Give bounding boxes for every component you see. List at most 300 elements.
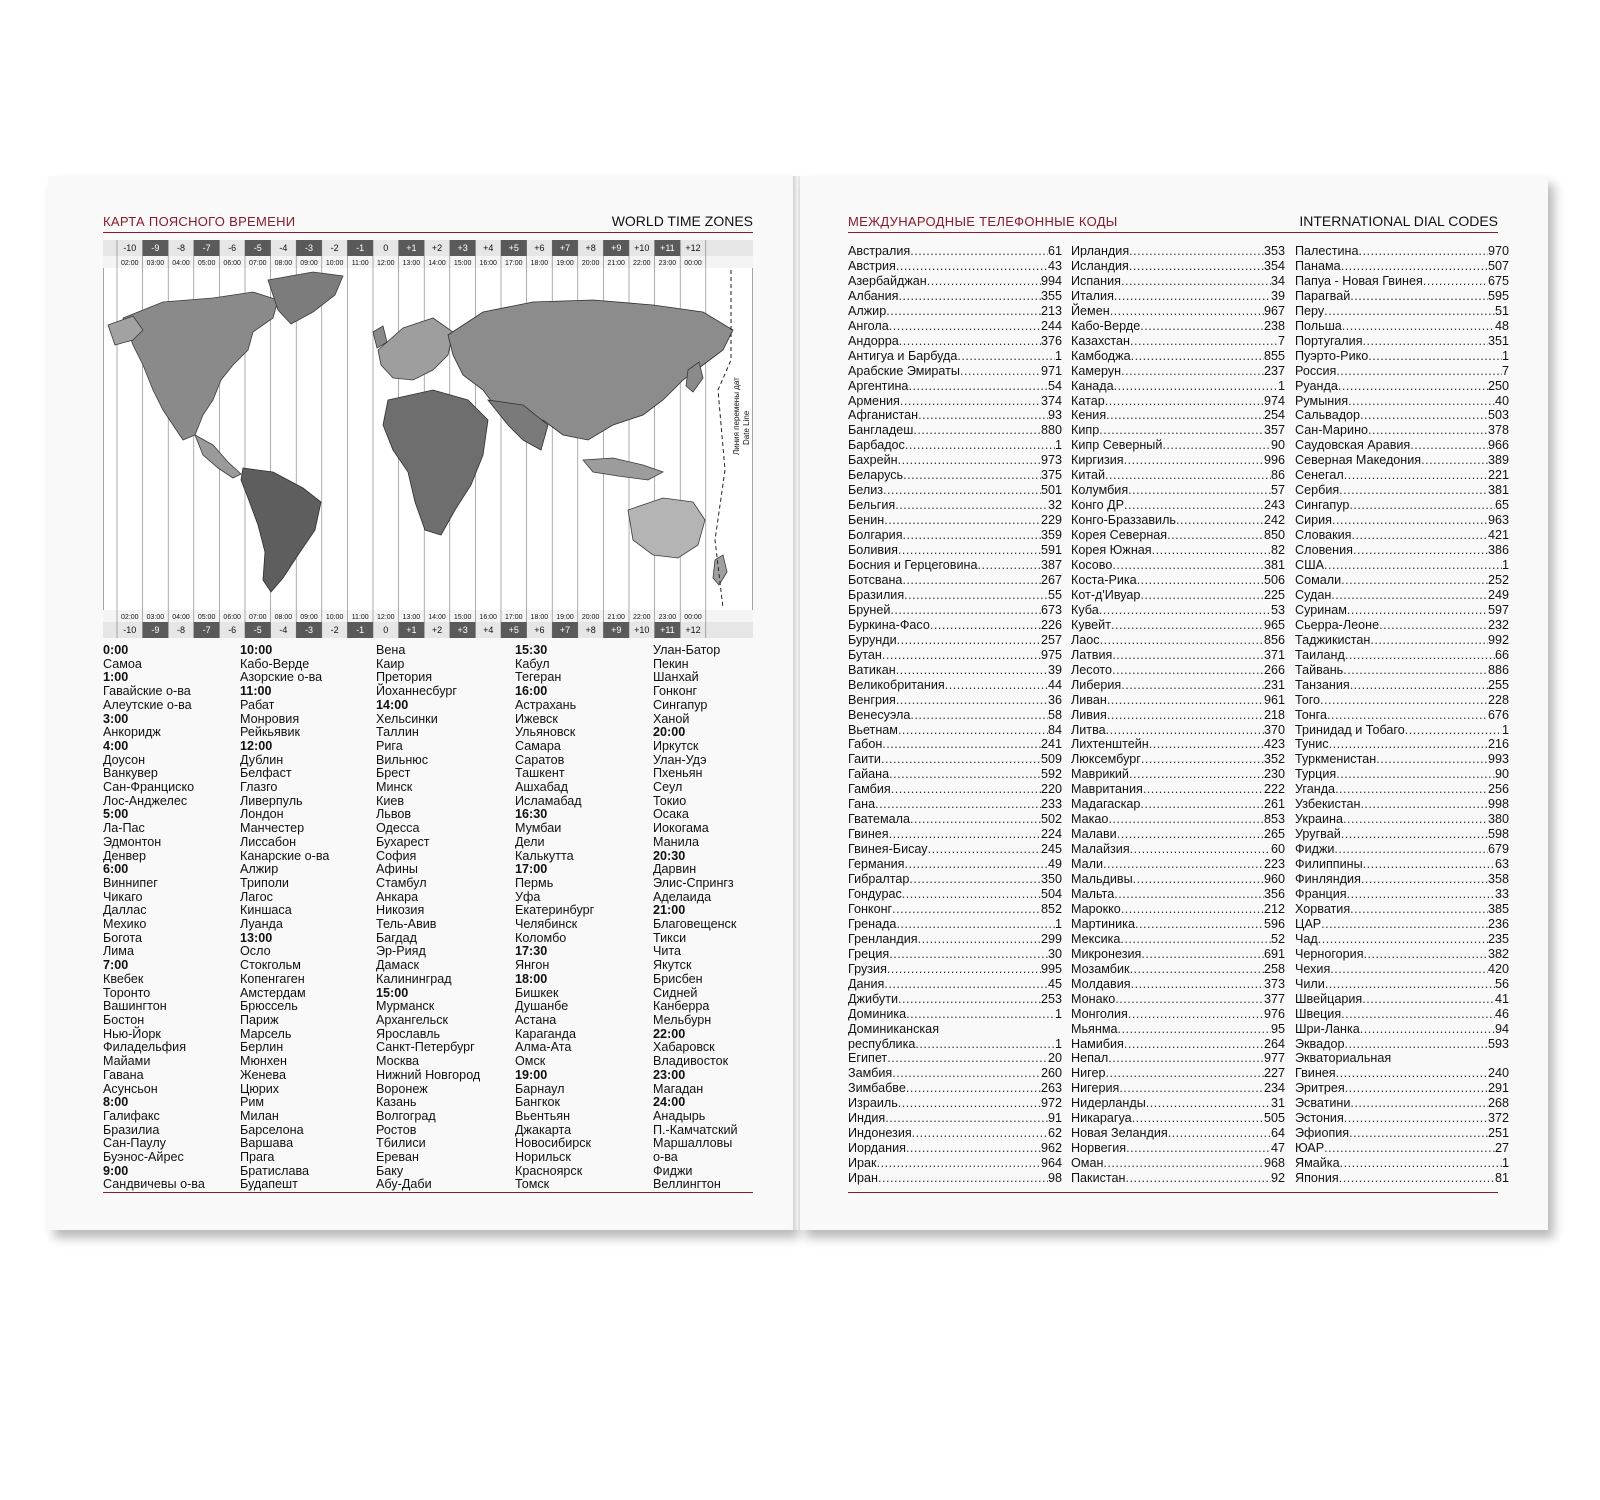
dial-code: 235 (1487, 931, 1509, 946)
dot-leader (903, 468, 1041, 483)
dial-code: 241 (1040, 737, 1062, 752)
zone-offset-label: +6 (534, 243, 545, 253)
zone-offset-label: -10 (123, 625, 137, 635)
dial-code: 967 (1263, 303, 1285, 318)
dial-code: 221 (1487, 468, 1509, 483)
country-name: Косово (1071, 558, 1113, 573)
zone-offset-label: +2 (431, 243, 443, 253)
dot-leader (1140, 319, 1264, 334)
zone-offset-label: 0 (383, 243, 389, 253)
country-name: Бутан (848, 647, 882, 662)
country-name: Парагвай (1295, 288, 1351, 303)
city-name: Ла-Пас (103, 821, 145, 836)
city-name: Бостон (103, 1012, 145, 1027)
dot-leader (882, 737, 1041, 752)
time-heading: 21:00 (653, 903, 686, 918)
country-name: Ирландия (1071, 244, 1130, 258)
city-name: Копенгаген (240, 971, 305, 986)
city-name: Самоа (103, 656, 142, 671)
country-name: Бельгия (848, 498, 896, 513)
dial-code-row (1295, 334, 1509, 349)
dial-code: 249 (1487, 587, 1509, 602)
dot-leader (918, 932, 1041, 947)
dial-code-row (1295, 887, 1509, 902)
dot-leader (1099, 423, 1264, 438)
dial-code: 60 (1270, 842, 1285, 857)
dot-leader (1363, 857, 1495, 872)
dial-code-row (848, 827, 1062, 842)
header-title-ru: МЕЖДУНАРОДНЫЕ ТЕЛЕФОННЫЕ КОДЫ (848, 214, 1118, 229)
dial-code-row (848, 1066, 1062, 1081)
dial-code-row (1295, 543, 1509, 558)
zone-time-label: 18:00 (530, 614, 549, 621)
dial-code: 595 (1487, 288, 1509, 303)
zone-offset-label: +12 (685, 625, 701, 635)
dial-code: 501 (1040, 483, 1062, 498)
zone-offset-label: -8 (176, 243, 186, 253)
dial-code: 41 (1494, 991, 1509, 1006)
left-page-bottom-rule (103, 1192, 753, 1193)
dial-code: 93 (1047, 408, 1062, 423)
dot-leader (1121, 902, 1264, 917)
dateline-label-ru: Линия перемены дат (732, 377, 741, 455)
dial-code: 243 (1263, 498, 1285, 513)
dial-code-row (848, 558, 1062, 573)
country-name: Никарагуа (1071, 1111, 1132, 1126)
country-name: Китай (1071, 468, 1106, 483)
dot-leader (1106, 408, 1264, 423)
zone-time-label: 22:00 (633, 260, 651, 267)
country-name: Непал (1071, 1051, 1109, 1066)
dial-code: 679 (1487, 842, 1509, 857)
country-name: Австрия (848, 258, 896, 273)
city-name: Стамбул (376, 875, 427, 890)
country-name: Танзания (1295, 677, 1350, 692)
country-name: Барбадос (848, 438, 905, 453)
dial-code-row (848, 379, 1062, 394)
city-name: Квебек (103, 971, 144, 986)
dial-code-row (1071, 274, 1285, 289)
country-name: Микронезия (1071, 946, 1142, 961)
dot-leader (1345, 1081, 1488, 1096)
dial-code: 213 (1040, 303, 1062, 318)
zone-time-label: 17:00 (505, 614, 523, 621)
country-name: Марокко (1071, 901, 1121, 916)
country-name: Перу (1295, 303, 1325, 318)
dial-code: 506 (1263, 572, 1285, 587)
dial-code-row (1295, 782, 1509, 797)
dot-leader (910, 708, 1048, 723)
zone-time-label: 23:00 (658, 614, 677, 621)
dot-leader (1360, 408, 1488, 423)
country-name: Дания (848, 976, 885, 991)
dial-code: 675 (1487, 273, 1509, 288)
dot-leader (918, 408, 1048, 423)
dot-leader (900, 394, 1041, 409)
zone-time-label: 16:00 (479, 260, 497, 267)
country-name: Уганда (1295, 782, 1336, 797)
dial-code-row (848, 483, 1062, 498)
city-name: Филадельфия (103, 1040, 187, 1055)
dot-leader (928, 842, 1041, 857)
dial-code-row (1295, 633, 1509, 648)
dial-code: 975 (1040, 647, 1062, 662)
dot-leader (1130, 334, 1278, 349)
dot-leader (1152, 543, 1271, 558)
country-name: Замбия (848, 1066, 893, 1081)
dial-code-row (1295, 379, 1509, 394)
time-heading: 13:00 (240, 930, 273, 945)
time-heading: 6:00 (103, 862, 129, 877)
dot-leader (898, 453, 1041, 468)
dot-leader (1105, 1066, 1264, 1081)
dial-code: 212 (1263, 901, 1285, 916)
city-name: Ростов (376, 1122, 417, 1137)
dial-code: 1 (1054, 1036, 1062, 1051)
dial-code-row (1071, 708, 1285, 723)
dial-code-row (848, 782, 1062, 797)
dot-leader (927, 274, 1041, 289)
dot-leader (898, 723, 1048, 738)
city-name: София (376, 848, 417, 863)
country-name: Нигерия (1071, 1081, 1120, 1096)
country-name: Венгрия (848, 692, 896, 707)
country-name: Сан-Марино (1295, 423, 1369, 438)
dial-code: 509 (1040, 752, 1062, 767)
city-name: Караганда (515, 1026, 576, 1041)
dial-code: 223 (1263, 857, 1285, 872)
dot-leader (884, 513, 1041, 528)
dial-code-row (1071, 827, 1285, 842)
country-name: Корея Южная (1071, 543, 1152, 558)
dial-code-row (848, 304, 1062, 319)
dot-leader (899, 334, 1041, 349)
city-name: Вьентьян (515, 1108, 571, 1123)
dial-code: 49 (1047, 857, 1062, 872)
dot-leader (1111, 618, 1264, 633)
dial-code: 387 (1040, 558, 1062, 573)
country-name: Бурунди (848, 632, 897, 647)
country-name: Оман (1071, 1156, 1104, 1171)
country-name: Болгария (848, 528, 903, 543)
dial-code-column-3 (1295, 244, 1509, 1186)
country-name: Австралия (848, 244, 911, 258)
country-name: Сомали (1295, 572, 1342, 587)
dial-code: 852 (1040, 901, 1062, 916)
dot-leader (1132, 1111, 1264, 1126)
dial-code: 377 (1263, 991, 1285, 1006)
dot-leader (1124, 453, 1264, 468)
time-heading: 7:00 (103, 958, 129, 973)
country-name: Молдавия (1071, 976, 1131, 991)
city-name: Буэнос-Айрес (103, 1150, 184, 1165)
country-name: Гренландия (848, 931, 918, 946)
city-name: Канарские о-ва (240, 848, 330, 863)
country-name: Конго ДР (1071, 498, 1125, 513)
dot-leader (892, 902, 1041, 917)
dot-leader (1137, 573, 1264, 588)
dial-code: 46 (1494, 1006, 1509, 1021)
city-name: Тель-Авив (376, 917, 437, 932)
country-name: Албания (848, 288, 899, 303)
country-name: Гвинея (848, 827, 889, 842)
dial-code: 1 (1054, 916, 1062, 931)
dial-code-row (1295, 723, 1509, 738)
city-name: Джакарта (515, 1122, 572, 1137)
zone-offset-label: +3 (457, 625, 468, 635)
dial-code: 257 (1040, 632, 1062, 647)
zone-time-label: 03:00 (146, 260, 165, 267)
zone-time-label: 06:00 (223, 614, 241, 621)
dot-leader (877, 1156, 1041, 1171)
dial-code-row (1071, 1007, 1285, 1022)
dial-code: 268 (1487, 1096, 1509, 1111)
dial-code-row (1295, 438, 1509, 453)
city-name: Пермь (515, 875, 554, 890)
country-name: Эстония (1295, 1111, 1344, 1126)
city-name: Бишкек (515, 985, 559, 1000)
right-page (800, 176, 1548, 1230)
country-name: Египет (848, 1051, 888, 1066)
dot-leader (1342, 319, 1495, 334)
dot-leader (1146, 1096, 1271, 1111)
dial-code: 65 (1494, 498, 1509, 513)
country-name: Малайзия (1071, 842, 1130, 857)
dial-code: 260 (1040, 1066, 1062, 1081)
city-name: Афины (376, 862, 418, 877)
dot-leader (1360, 797, 1488, 812)
city-name: Коломбо (515, 930, 567, 945)
zone-time-label: 02:00 (121, 260, 139, 267)
country-name: Гвинея-Бисау (848, 842, 928, 857)
dial-code-row (1295, 349, 1509, 364)
city-name: Женева (240, 1067, 286, 1082)
dot-leader (1344, 1111, 1488, 1126)
zone-offset-label: -1 (356, 625, 365, 635)
time-heading: 14:00 (376, 697, 409, 712)
country-name: Турция (1295, 767, 1337, 782)
dial-code-row (1071, 887, 1285, 902)
city-name: Новосибирск (515, 1136, 592, 1151)
dot-leader (1112, 648, 1264, 663)
dial-code-row (1071, 558, 1285, 573)
country-name: Руанда (1295, 378, 1338, 393)
dial-code-row (1071, 782, 1285, 797)
dial-code-row (1071, 573, 1285, 588)
country-name: Гана (848, 797, 876, 812)
city-name: Фиджи (653, 1163, 693, 1178)
dial-code-row (1295, 1171, 1509, 1186)
dial-code: 94 (1494, 1021, 1509, 1036)
country-name: Мартиника (1071, 916, 1135, 931)
dot-leader (1330, 962, 1488, 977)
dial-code: 357 (1263, 423, 1285, 438)
zone-offset-label: +9 (611, 625, 622, 635)
city-name: Сан-Паулу (103, 1136, 166, 1151)
time-heading: 16:00 (515, 684, 548, 699)
dial-code: 1 (1501, 722, 1509, 737)
dial-code: 58 (1047, 707, 1062, 722)
city-name: Ташкент (515, 766, 565, 781)
country-name: Алжир (848, 303, 887, 318)
zone-time-label: 22:00 (633, 614, 651, 621)
city-name: Луанда (240, 917, 283, 932)
country-name: Шри-Ланка (1295, 1021, 1360, 1036)
country-name: Ямайка (1295, 1156, 1340, 1171)
dial-code-row (1295, 1156, 1509, 1171)
dial-code-row (1295, 274, 1509, 289)
dot-leader (1112, 558, 1264, 573)
dial-code-row (1071, 977, 1285, 992)
dial-code: 371 (1263, 647, 1285, 662)
dial-code-row (848, 723, 1062, 738)
dial-code-row (848, 902, 1062, 917)
city-name: Омск (515, 1054, 546, 1069)
dot-leader (1349, 1126, 1488, 1141)
dot-leader (1350, 678, 1488, 693)
city-name: Анкоридж (103, 725, 161, 740)
country-name: Россия (1295, 363, 1337, 378)
dial-code-row (848, 842, 1062, 857)
dial-code: 231 (1263, 677, 1285, 692)
country-name: Арабские Эмираты (848, 363, 960, 378)
dial-code-row (1071, 857, 1285, 872)
dot-leader (1376, 752, 1488, 767)
dial-code: 95 (1270, 1021, 1285, 1036)
city-name: Уфа (515, 889, 541, 904)
dial-code-row (848, 289, 1062, 304)
dot-leader (1100, 633, 1264, 648)
dial-code: 850 (1263, 528, 1285, 543)
dot-leader (897, 633, 1041, 648)
dot-leader (1140, 797, 1264, 812)
zone-offset-label: +2 (431, 625, 443, 635)
city-name: Маршалловы (653, 1136, 733, 1151)
dial-code: 597 (1487, 602, 1509, 617)
country-name: Палестина (1295, 244, 1359, 258)
country-name: Бенин (848, 513, 885, 528)
time-heading: 20:30 (653, 848, 686, 863)
city-name: Владивосток (653, 1054, 729, 1069)
country-name: Катар (1071, 393, 1105, 408)
header-title-ru: КАРТА ПОЯСНОГО ВРЕМЕНИ (103, 214, 296, 229)
zone-time-label: 13:00 (402, 614, 421, 621)
dial-code-row (1295, 364, 1509, 379)
dial-code: 33 (1494, 886, 1509, 901)
country-name: Ангола (848, 318, 889, 333)
dial-code: 254 (1263, 408, 1285, 423)
dial-code-row (1295, 842, 1509, 857)
time-heading: 1:00 (103, 670, 129, 685)
dot-leader (1363, 334, 1488, 349)
dot-leader (899, 289, 1041, 304)
dot-leader (1350, 289, 1488, 304)
dot-leader (905, 438, 1055, 453)
country-name: Лесото (1071, 662, 1113, 677)
city-name: Казань (376, 1095, 417, 1110)
dot-leader (1141, 947, 1264, 962)
dial-code: 359 (1040, 528, 1062, 543)
dial-code-row (1071, 737, 1285, 752)
country-name: Казахстан (1071, 333, 1131, 348)
country-name: Панама (1295, 258, 1341, 273)
country-name: Эритрея (1295, 1081, 1345, 1096)
city-name: Монровия (240, 711, 300, 726)
dot-leader (1118, 1022, 1271, 1037)
dial-code-row (848, 528, 1062, 543)
dot-leader (886, 304, 1041, 319)
city-name: Берлин (240, 1040, 284, 1055)
dial-code-row (1071, 932, 1285, 947)
city-name: Одесса (376, 821, 420, 836)
city-name: Львов (376, 807, 412, 822)
dial-code: 255 (1487, 677, 1509, 692)
city-name: Чикаго (103, 889, 143, 904)
time-heading: 4:00 (103, 738, 129, 753)
dial-code-row (1071, 244, 1285, 259)
country-name: Гренада (848, 916, 897, 931)
dial-code: 423 (1263, 737, 1285, 752)
dial-code: 234 (1263, 1081, 1285, 1096)
dot-leader (904, 588, 1048, 603)
dial-code-row (1071, 379, 1285, 394)
country-name: Монако (1071, 991, 1116, 1006)
dial-code-row (1295, 962, 1509, 977)
city-name: Элис-Спрингз (653, 875, 734, 890)
country-name: Индонезия (848, 1126, 912, 1141)
city-name: Самара (515, 738, 561, 753)
zone-offset-label: +11 (660, 625, 675, 635)
city-name: Мумбаи (515, 821, 562, 836)
dot-leader (895, 498, 1048, 513)
dial-code: 372 (1487, 1111, 1509, 1126)
zone-offset-label: -6 (228, 243, 237, 253)
country-name: Буркина-Фасо (848, 617, 930, 632)
country-name: Либерия (1071, 677, 1122, 692)
dial-code: 598 (1487, 827, 1509, 842)
dot-leader (1128, 1007, 1264, 1022)
city-name: Манила (653, 834, 699, 849)
city-name: Дарвин (653, 862, 697, 877)
dial-code: 91 (1047, 1111, 1062, 1126)
city-name: Даллас (103, 903, 147, 918)
country-name: Иран (848, 1171, 879, 1186)
zone-offset-label: +4 (483, 625, 494, 635)
dial-code-row (1071, 334, 1285, 349)
dot-leader (1421, 453, 1488, 468)
city-name: Лиссабон (240, 834, 297, 849)
dial-code: 504 (1040, 886, 1062, 901)
zone-offset-label: +10 (634, 625, 650, 635)
dot-leader (1129, 767, 1264, 782)
dial-code: 358 (1487, 872, 1509, 887)
country-name: Сальвадор (1295, 408, 1361, 423)
dot-leader (883, 483, 1041, 498)
city-name: Веллингтон (653, 1177, 721, 1192)
dial-code: 236 (1487, 916, 1509, 931)
dial-code-row (1295, 468, 1509, 483)
dial-code: 90 (1270, 438, 1285, 453)
dial-code-row (1295, 603, 1509, 618)
dot-leader (903, 528, 1041, 543)
dial-code-row (848, 468, 1062, 483)
country-name: Узбекистан (1295, 797, 1361, 812)
zone-time-label: 04:00 (172, 260, 190, 267)
dot-leader (1339, 1171, 1495, 1186)
dial-code: 45 (1047, 976, 1062, 991)
zone-time-label: 12:00 (377, 260, 395, 267)
dot-leader (909, 872, 1041, 887)
